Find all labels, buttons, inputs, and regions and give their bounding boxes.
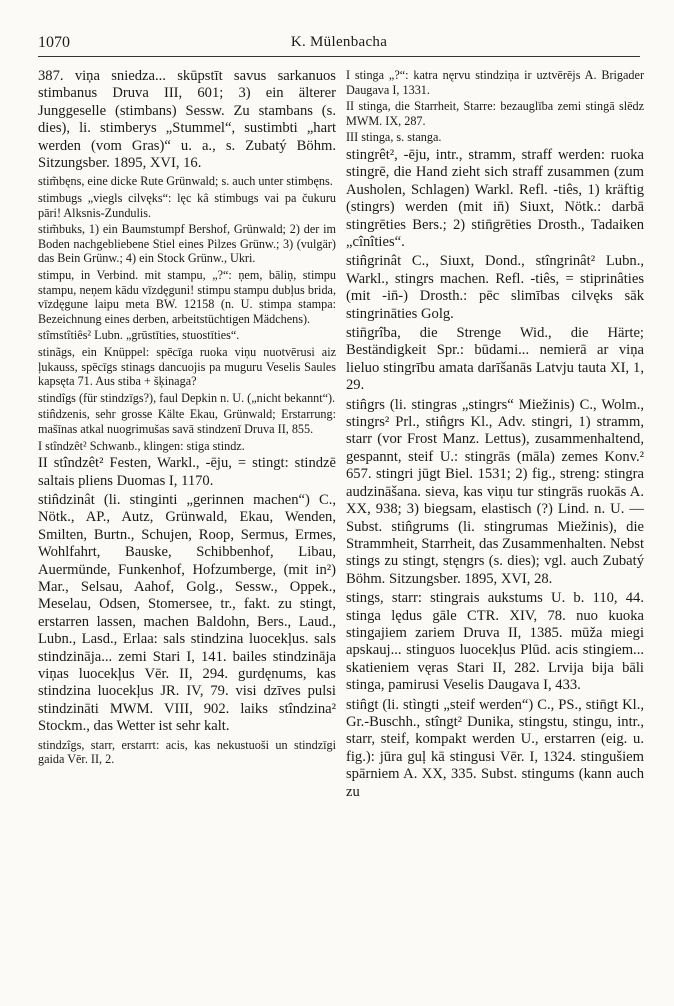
dictionary-entry: stim̃buks, 1) ein Baumstumpf Bershof, Grünwald; 2) der im Boden nachgebliebene Stiel eines Pilzes Grünw.; 3) (vulgär) das Bein Grünw.; 4) ein Stock Grünw., Ukri.: [38, 222, 336, 266]
right-column: [346, 68, 644, 998]
dictionary-entry: stin̂dzenis, sehr grosse Kälte Ekau, Grünwald; Erstarrung: mašīnas atkal nuogrimušas savā stindzenī Druva II, 855.: [38, 407, 336, 436]
dictionary-entry: 387. viņa sniedza... skūpstīt savus sarkanuos stimbanus Druva III, 601; 3) ein älterer Junggeselle (stimbans) Sessw. Zu stambans (s. dies), li. stimberys „Stummel“, sustimbti „hart werden (vom Gras)“ u. a., s. Zubatý Böhm. Sitzungsber. 1895, XVI, 16.: [38, 68, 336, 172]
dictionary-entry: stim̃bęns, eine dicke Rute Grünwald; s. auch unter stimbęns.: [38, 174, 333, 189]
dictionary-entry: stin̄grîba, die Strenge Wid., die Härte; Beständigkeit Spr.: būdami... nemierā ar viņa lieluo stingrību amata darīšanās Latvju tauta XI, 1, 29.: [346, 325, 644, 394]
dictionary-entry: stin̂grinât C., Siuxt, Dond., stîngrinât² Lubn., Warkl., stingrs machen. Refl. -tiês, = stiprinâties (mit -in̄-) Drosth.: pēc slimības cilvęks sāk stingrināties Golg.: [346, 253, 644, 322]
dictionary-entry: stîmstîtiês² Lubn. „grūstīties, stuostīties“.: [38, 328, 240, 343]
left-column: [38, 68, 336, 998]
dictionary-entry: II stîndzêt² Festen, Warkl., -ēju, = stingt: stindzē saltais pliens Duomas I, 1170.: [38, 455, 336, 489]
dictionary-entry: stingrêt², -ēju, intr., stramm, straff werden: ruoka stingrē, die Hand zieht sich straff zusammen (zum Ausholen, Schlagen) Warkl. Refl. -tiês, 1) kräftig (stingrs) werden (mit in̄) Siuxt, Nötk.: darbā stingrēties Bers.; 2) stin̄grēties Drosth., Tadaiken „cînîties“.: [346, 146, 644, 250]
dictionary-entry: stindzîgs, starr, erstarrt: acis, kas nekustuoši un stindzīgi gaida Vēr. II, 2.: [38, 737, 336, 767]
page-header: [38, 34, 640, 57]
dictionary-entry: stin̂gt (li. stìngti „steif werden“) C., PS., stin̄gt Kl., Gr.-Buschh., stîngt² Dunika, stingstu, stingu, intr., starr, steif, kompakt werden U., erstarren (eig. u. fig.): jūra guļ kā stingusi Vēr. I, 1324. stingušiem spārniem A. XX, 335. Subst. stingums (kann auch zu: [346, 696, 644, 800]
dictionary-entry: stinãgs, ein Knüppel: spēcīga ruoka viņu nuotvērusi aiz ļukauss, spēcīgs stinags dancuojis pa muguru Veselis Saules kapsęta 71. Aus stiba + šķinaga?: [38, 344, 336, 389]
dictionary-entry: stin̂grs (li. stingras „stingrs“ Miežinis) C., Wolm., stingrs² Prl., stin̂grs Kl., Adv. stingri, 1) stramm, starr (vor Frost Manz. Lettus), zusammenhaltend, gespannt, steif U.: stingrās (māla) zemes Konv.² 657. stingri jūgt Biel. 1531; 2) fig., streng: stingra audzināšana. sieva, kas viņu tur stingrās ruokās A. XX, 938; 3) biegsam, elastisch (?) Lind. n. U. — Subst. stin̂grums (li. stingrumas Miežinis), die Strammheit, Starrheit, das Zusammenhalten. Nebst stings zu stingt, stęngrs (s. dies); vgl. auch Zubatý Böhm. Sitzungsber. 1895, XVI, 28.: [346, 396, 644, 587]
dictionary-entry: II stinga, die Starrheit, Starre: bezauglība zemi stingā slēdz MWM. IX, 287.: [346, 99, 644, 128]
dictionary-entry: stimpu, in Verbind. mit stampu, „?“: ņem, bāliņ, stimpu stampu, neņem kādu vīzdęguni! stimpu stampu dubļus brida, vīzdęgune laipu meta BW. 12158 (n. U. stimpa stampa: Bezeichnung eines derben, arbeitstüchtigen Mädchens).: [38, 268, 336, 326]
dictionary-entry: I stinga „?“: katra nęrvu stindziņa ir uztvērējs A. Brigader Daugava I, 1331.: [346, 68, 644, 97]
dictionary-entry: stin̂dzinât (li. stinginti „gerinnen machen“) C., Nötk., AP., Autz, Grünwald, Ekau, Wenden, Smilten, Burtn., Schujen, Roop, Sermus, Ermes, Wohlfahrt, Bauske, Schibbenhof, Libau, Auermünde, Funkenhof, Hofzumberge, (mit in²) Mar., Selsau, Aahof, Golg., Sessw., Oppek., Meselau, Odsen, Stomersee, tr., fakt. zu stingt, erstarren lassen, machen Baldohn, Bers., Laud., Lubn., Lasd., Erlaa: sals stindzina luocekļus. sals stindzināja... zemi Stari I, 141. bailes stindzināja viņas luocekļus Vēr. II, 294. gurdęnums, kas stindzina luocekļus JR. IV, 79. visi dzīves pulsi stindzināti MWM. VIII, 902. laiks stîndzina² Stockm., das Wetter ist sehr kalt.: [38, 491, 336, 735]
page-number: 1070: [38, 34, 70, 51]
dictionary-entry: stimbugs „viegls cilvęks“: lęc kâ stimbugs vai pa čukuru pāri! Alksnis-Zundulis.: [38, 191, 336, 220]
dictionary-entry: stings, starr: stingrais aukstums U. b. 110, 44. stinga lędus gāle CTR. XIV, 78. nuo kuoka stingajiem zariem Druva II, 1385. mūža miegi apskauj... stinguos luocekļus Plūd. acis stingiem... skatieniem vęras Stari II, 282. Lrvija bija bāli stinga, pamirusi Veselis Daugava I, 433.: [346, 590, 644, 694]
running-title: K. Mülenbacha: [290, 34, 388, 50]
dictionary-entry: stindîgs (für stindzīgs?), faul Depkin n. U. („nicht bekannt“).: [38, 390, 336, 405]
dictionary-entry: III stinga, s. stanga.: [346, 130, 442, 145]
dictionary-entry: I stîndzêt² Schwanb., klingen: stiga stindz.: [38, 438, 245, 453]
